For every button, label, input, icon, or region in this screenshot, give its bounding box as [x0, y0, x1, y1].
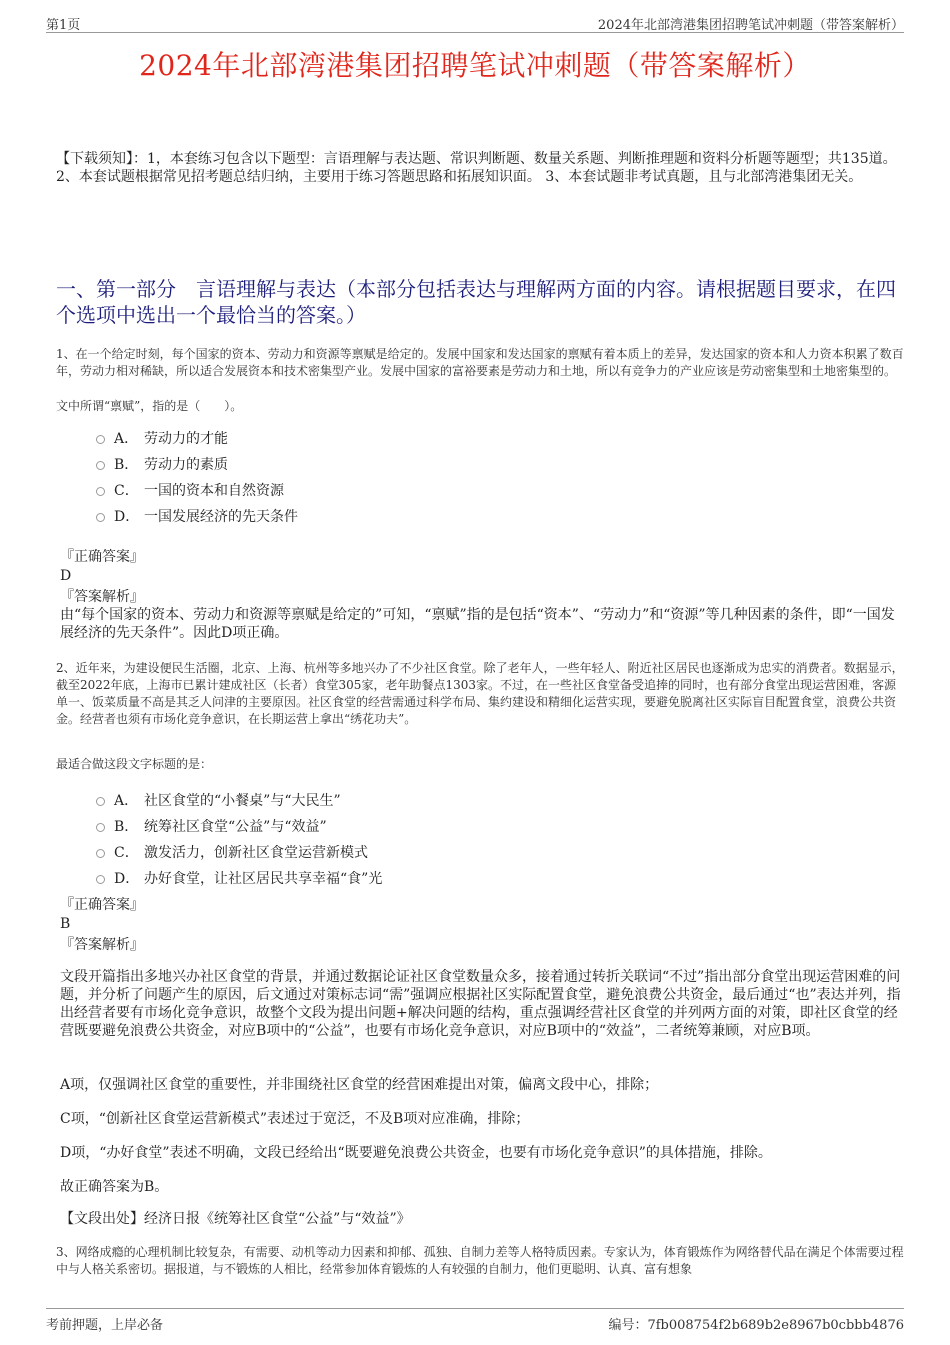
q1-answer: D — [60, 568, 72, 584]
document-title: 2024年北部湾港集团招聘笔试冲刺题（带答案解析） — [139, 49, 811, 82]
header-divider — [46, 32, 904, 33]
footer-divider — [46, 1308, 904, 1309]
section-heading: 一、第一部分 言语理解与表达（本部分包括表达与理解两方面的内容。请根据题目要求，在四个选项中选出一个最恰当的答案。） — [56, 277, 896, 327]
q3-stem: 3、网络成瘾的心理机制比较复杂，有需要、动机等动力因素和抑郁、孤独、自制力差等人格特质因素。专家认为，体育锻炼作为网络替代品在满足个体需要过程中与人格关系密切。据报道，与不锻炼的人相比，经常参加体育锻炼的人有较强的自制力，他们更聪明、认真、富有想象 — [56, 1245, 904, 1276]
q1-question: 文中所谓“禀赋”，指的是（ ）。 — [56, 399, 243, 413]
q2-analysis-label: 『答案解析』 — [60, 937, 144, 953]
footer-slogan: 考前押题，上岸必备 — [46, 1318, 164, 1333]
q1-analysis: 由“每个国家的资本、劳动力和资源等禀赋是给定的”可知，“禀赋”指的是包括“资本”、“劳动力”和“资源”等几种因素的条件，即“一国发展经济的先天条件”。因此D项正确。 — [60, 607, 895, 641]
q2-answer-label: 『正确答案』 — [60, 897, 144, 913]
q2-answer: B — [60, 916, 71, 932]
radio-icon[interactable] — [96, 797, 105, 806]
q2-stem: 2、近年来，为建设便民生活圈，北京、上海、杭州等多地兴办了不少社区食堂。除了老年人，一些年轻人、附近社区居民也逐渐成为忠实的消费者。数据显示，截至2022年底，上海市已累计建成社区（长者）食堂305家，老年助餐点1303家。不过，在一些社区食堂备受追捧的同时，也有部分食堂出现运营困难，客源单一、饭菜质量不高是其乏人问津的主要原因。社区食堂的经营需通过科学布局、集约建设和精细化运营实现，要避免脱离社区实际盲目配置食堂，浪费公共资金。经营者也须有市场化竞争意识，在长期运营上拿出“绣花功夫”。 — [56, 661, 904, 726]
download-notice: 【下载须知】：1，本套练习包含以下题型：言语理解与表达题、常识判断题、数量关系题、判断推理题和资料分析题等题型；共135道。 2、本套试题根据常见招考题总结归纳，主要用于练习答题思路和拓展知识面。 3、本套试题非考试真题，且与北部湾港集团无关。 — [56, 151, 897, 185]
q2-option-d-note: D项，“办好食堂”表述不明确，文段已经给出“既要避免浪费公共资金，也要有市场化竞争意识”的具体措施，排除。 — [60, 1145, 772, 1161]
radio-icon[interactable] — [96, 487, 105, 496]
q2-option-a-note: A项，仅强调社区食堂的重要性，并非围绕社区食堂的经营困难提出对策，偏离文段中心，排除； — [60, 1077, 659, 1093]
q2-analysis: 文段开篇指出多地兴办社区食堂的背景，并通过数据论证社区食堂数量众多，接着通过转折关联词“不过”指出部分食堂出现运营困难的问题，并分析了问题产生的原因，后文通过对策标志词“需”强调应根据社区实际配置食堂，避免浪费公共资金，最后通过“也”表达并列，指出经营者要有市场化竞争意识，故整个文段为提出问题+解决问题的结构，重点强调经营社区食堂的并列两方面的对策，即社区食堂的经营既要避免浪费公共资金，对应B项中的“公益”，也要有市场化竞争意识，对应B项中的“效益”，二者统筹兼顾，对应B项。 — [60, 969, 901, 1039]
radio-icon[interactable] — [96, 849, 105, 858]
radio-icon[interactable] — [96, 823, 105, 832]
radio-icon[interactable] — [96, 435, 105, 444]
q1-stem: 1、在一个给定时刻，每个国家的资本、劳动力和资源等禀赋是给定的。发展中国家和发达国家的禀赋有着本质上的差异，发达国家的资本和人力资本积累了数百年，劳动力相对稀缺，所以适合发展资本和技术密集型产业。发展中国家的富裕要素是劳动力和土地，所以有竞争力的产业应该是劳动密集型和土地密集型的。 — [56, 347, 904, 378]
radio-icon[interactable] — [96, 461, 105, 470]
document-id: 编号：7fb008754f2b689b2e8967b0cbbb4876 — [608, 1318, 904, 1333]
q2-conclusion: 故正确答案为B。 — [60, 1179, 169, 1195]
radio-icon[interactable] — [96, 513, 105, 522]
q2-question: 最适合做这段文字标题的是： — [56, 757, 213, 771]
q2-option-c-note: C项，“创新社区食堂运营新模式”表述过于宽泛，不及B项对应准确，排除； — [60, 1111, 530, 1127]
radio-icon[interactable] — [96, 875, 105, 884]
page-number: 第1页 — [46, 18, 81, 33]
q1-analysis-label: 『答案解析』 — [60, 589, 144, 605]
q1-answer-label: 『正确答案』 — [60, 549, 144, 565]
header-doc-title: 2024年北部湾港集团招聘笔试冲刺题（带答案解析） — [597, 18, 904, 33]
q2-source: 【文段出处】经济日报《统筹社区食堂“公益”与“效益”》 — [60, 1211, 411, 1227]
